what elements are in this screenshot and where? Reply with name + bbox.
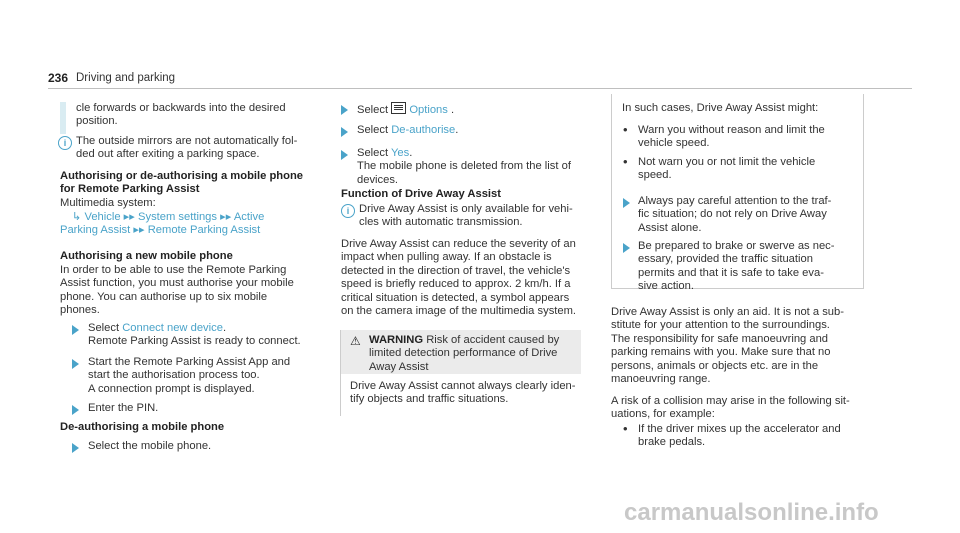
step-start-app: Start the Remote Parking Assist App and start the authorisation process too. A connection prompt is displayed.: [88, 356, 291, 395]
step-enter-pin: Enter the PIN.: [88, 402, 159, 414]
multimedia-label: Multimedia system:: [60, 197, 156, 209]
step-be-prepared: Be prepared to brake or swerve as nec- essary, provided the traffic situation permits and that it is safe to take eva- sive action.: [638, 240, 835, 293]
path-system-settings[interactable]: System settings: [138, 211, 217, 223]
bullet-not-warn: Not warn you or not limit the vehicle speed.: [638, 156, 816, 182]
bullet: •: [623, 154, 628, 169]
double-chevron-icon: ▸▸: [123, 211, 135, 223]
yes-link[interactable]: Yes: [391, 147, 410, 159]
step-arrow-icon: [623, 243, 630, 253]
step-arrow-icon: [72, 325, 79, 335]
step-select-phone: Select the mobile phone.: [88, 440, 212, 452]
heading-authorising: Authorising or de-authorising a mobile phone for Remote Parking Assist: [60, 170, 304, 196]
deauthorise-link[interactable]: De-authorise: [391, 124, 456, 136]
info-note-mirrors: The outside mirrors are not automatically fol- ded out after exiting a parking space.: [76, 135, 298, 161]
watermark: carmanualsonline.info: [624, 499, 879, 526]
heading-new-phone: Authorising a new mobile phone: [60, 250, 233, 262]
menu-path: [60, 211, 320, 238]
para-authorise: In order to be able to use the Remote Parking Assist function, you must authorise your mobile phone. You can authorise up to six mobile phones.: [60, 264, 294, 317]
warning-triangle-icon: ⚠: [350, 334, 361, 348]
heading-deauthorising: De-authorising a mobile phone: [60, 421, 225, 433]
step-arrow-icon: [72, 359, 79, 369]
step-pay-attention: Always pay careful attention to the traf- fic situation; do not rely on Drive Away Assist alone.: [638, 195, 832, 234]
warning-cont-right-rule: [863, 94, 864, 288]
warning-body: Drive Away Assist cannot always clearly iden- tify objects and traffic situations.: [350, 380, 576, 406]
step-arrow-icon: [72, 443, 79, 453]
path-arrow-icon: ↳: [72, 211, 82, 223]
bullet: •: [623, 122, 628, 137]
step-options: Select Options .: [357, 104, 455, 116]
step-connect: Select Connect new device. Remote Parking Assist is ready to connect.: [88, 322, 301, 348]
warning-header-text: WARNING Risk of accident caused by limited detection performance of Drive Away Assist: [369, 334, 560, 373]
para-only-aid: Drive Away Assist is only an aid. It is not a sub- stitute for your attention to the surroundings. The responsibility for safe manoeuvring and parking remains with you. Make sure that no persons, animals or objects etc. are in the manoeuvring range.: [611, 306, 844, 386]
page-number: 236: [48, 71, 69, 85]
step-arrow-icon: [341, 150, 348, 160]
path-active[interactable]: Active: [233, 211, 265, 223]
section-title: Driving and parking: [76, 72, 176, 84]
path-vehicle[interactable]: Vehicle: [84, 211, 121, 223]
connect-new-device-link[interactable]: Connect new device: [122, 322, 223, 334]
options-icon: [391, 102, 406, 114]
para-drive-away: Drive Away Assist can reduce the severity of an impact when pulling away. If an obstacle is detected in the direction of travel, the vehicle's speed is briefly reduced to approx. 2 km/h. If a critical situation is detected, a symbol appears on the camera image of the multimedia system.: [341, 238, 577, 318]
warning-title: WARNING: [369, 334, 424, 346]
continuation-bar: [60, 102, 66, 134]
box-intro: In such cases, Drive Away Assist might:: [622, 102, 819, 114]
double-chevron-icon: ▸▸: [133, 224, 145, 237]
double-chevron-icon: ▸▸: [220, 211, 232, 223]
info-icon: i: [341, 204, 355, 218]
step-arrow-icon: [341, 105, 348, 115]
warning-cont-left-rule: [611, 94, 612, 288]
para-collision-risk: A risk of a collision may arise in the following sit- uations, for example:: [611, 395, 850, 421]
bullet-mixes-pedals: If the driver mixes up the accelerator and brake pedals.: [638, 423, 841, 449]
step-yes: Select Yes. The mobile phone is deleted from the list of devices.: [357, 147, 571, 186]
options-link[interactable]: Options: [409, 104, 448, 116]
bullet-warn-without-reason: Warn you without reason and limit the vehicle speed.: [638, 124, 825, 150]
step-arrow-icon: [623, 198, 630, 208]
info-icon: i: [58, 136, 72, 150]
path-remote-parking[interactable]: Remote Parking Assist: [147, 224, 261, 237]
continuation-text: cle forwards or backwards into the desired position.: [76, 102, 286, 128]
step-deauthorise: Select De-authorise.: [357, 124, 459, 136]
step-arrow-icon: [72, 405, 79, 415]
heading-drive-away: Function of Drive Away Assist: [341, 188, 501, 200]
path-parking-assist[interactable]: Parking Assist: [60, 224, 131, 237]
bullet: •: [623, 421, 628, 436]
step-arrow-icon: [341, 127, 348, 137]
info-note-transmission: Drive Away Assist is only available for vehi- cles with automatic transmission.: [359, 203, 573, 229]
header-rule: [48, 88, 912, 89]
